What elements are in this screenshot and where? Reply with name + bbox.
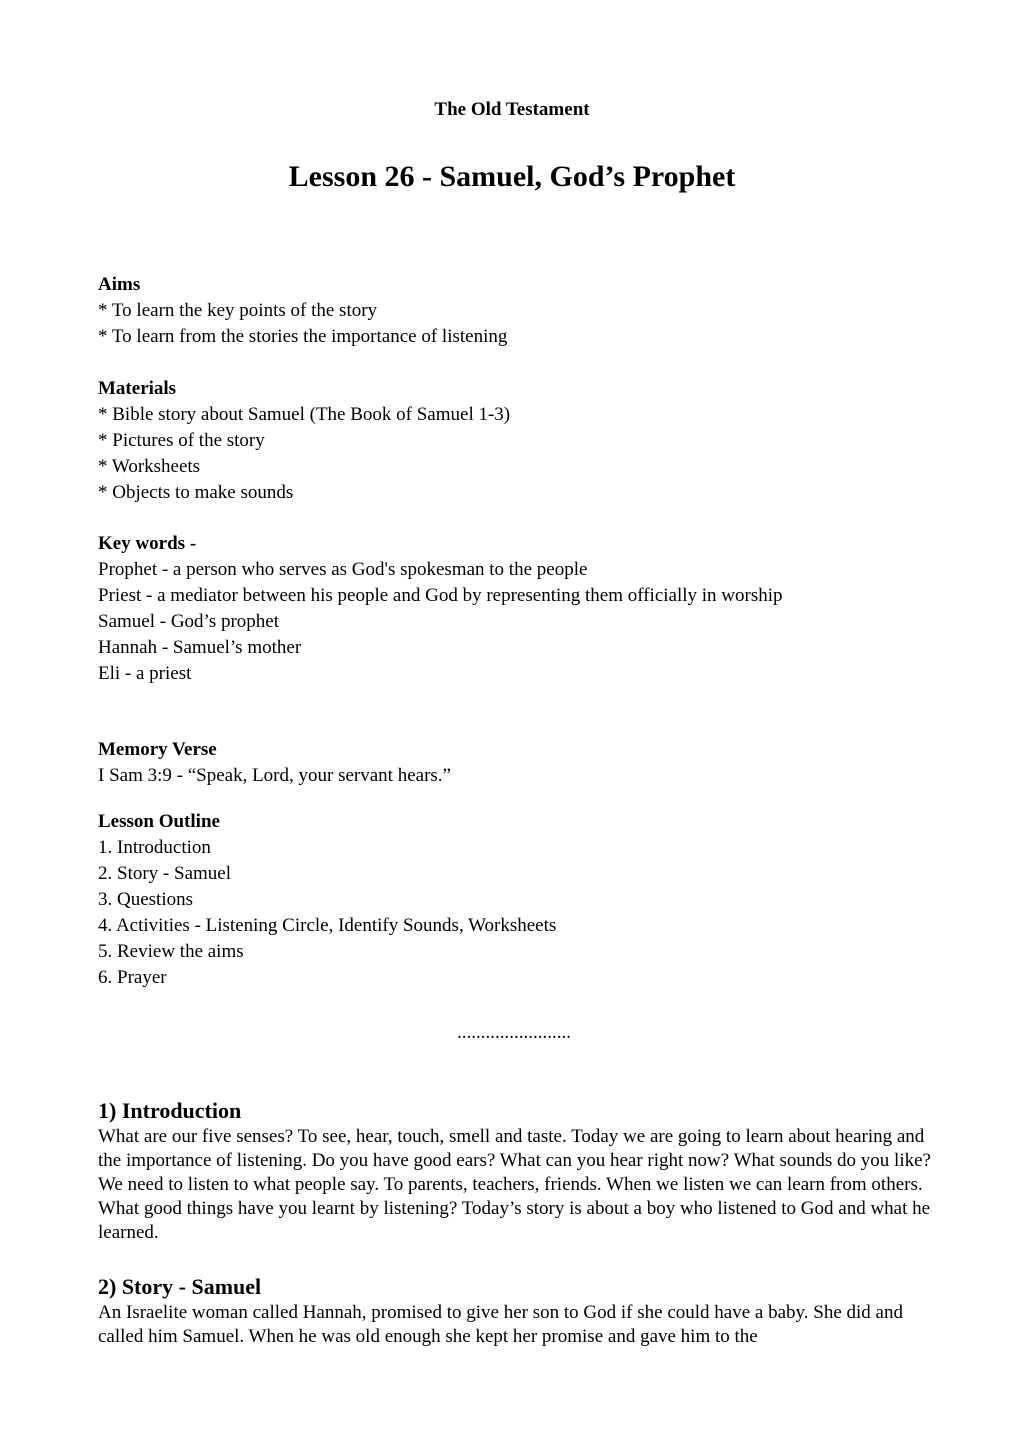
key-word-item: Hannah - Samuel’s mother: [98, 637, 302, 658]
memory-verse-text: I Sam 3:9 - “Speak, Lord, your servant hears.”: [98, 765, 451, 786]
aims-heading: Aims: [98, 274, 141, 295]
key-word-item: Eli - a priest: [98, 663, 192, 684]
outline-item: 5. Review the aims: [98, 941, 244, 962]
key-word-item: Prophet - a person who serves as God's spokesman to the people: [98, 559, 588, 580]
introduction-heading: 1) Introduction: [98, 1098, 242, 1123]
introduction-section: [98, 1097, 938, 1245]
lesson-outline-heading: Lesson Outline: [98, 811, 220, 832]
memory-verse-section: [98, 737, 938, 789]
outline-item: 2. Story - Samuel: [98, 863, 231, 884]
lesson-outline-section: [98, 809, 938, 991]
materials-item: * Bible story about Samuel (The Book of Samuel 1-3): [98, 404, 511, 425]
outline-item: 1. Introduction: [98, 837, 211, 858]
key-words-heading: Key words -: [98, 533, 197, 554]
section-separator: ........................: [457, 1022, 571, 1043]
memory-verse-heading: Memory Verse: [98, 739, 217, 760]
materials-item: * Objects to make sounds: [98, 482, 294, 503]
materials-item: * Pictures of the story: [98, 430, 265, 451]
key-word-item: Priest - a mediator between his people and God by representing them officially in worship: [98, 585, 783, 606]
outline-item: 6. Prayer: [98, 967, 167, 988]
aims-item: * To learn from the stories the importance of listening: [98, 326, 508, 347]
story-section: [98, 1273, 938, 1349]
story-heading: 2) Story - Samuel: [98, 1274, 262, 1299]
series-title: The Old Testament: [434, 99, 590, 120]
materials-heading: Materials: [98, 378, 177, 399]
story-text: An Israelite woman called Hannah, promised to give her son to God if she could have a baby. She did and called him Samuel. When he was old enough she kept her promise and gave him to the: [98, 1302, 903, 1347]
outline-item: 3. Questions: [98, 889, 193, 910]
lesson-title: Lesson 26 - Samuel, God’s Prophet: [288, 160, 736, 193]
aims-item: * To learn the key points of the story: [98, 300, 378, 321]
introduction-text: What are our five senses? To see, hear, touch, smell and taste. Today we are going to learn about hearing and the importance of listening. Do you have good ears? What can you hear right now? What sounds do you like? We need to listen to what people say. To parents, teachers, friends. When we listen we can learn from others. What good things have you learnt by listening? Today’s story is about a boy who listened to God and what he learned.: [98, 1126, 931, 1243]
outline-item: 4. Activities - Listening Circle, Identify Sounds, Worksheets: [98, 915, 557, 936]
key-word-item: Samuel - God’s prophet: [98, 611, 280, 632]
aims-section: [98, 272, 938, 350]
key-words-section: [98, 531, 938, 687]
materials-section: [98, 376, 938, 506]
materials-item: * Worksheets: [98, 456, 201, 477]
